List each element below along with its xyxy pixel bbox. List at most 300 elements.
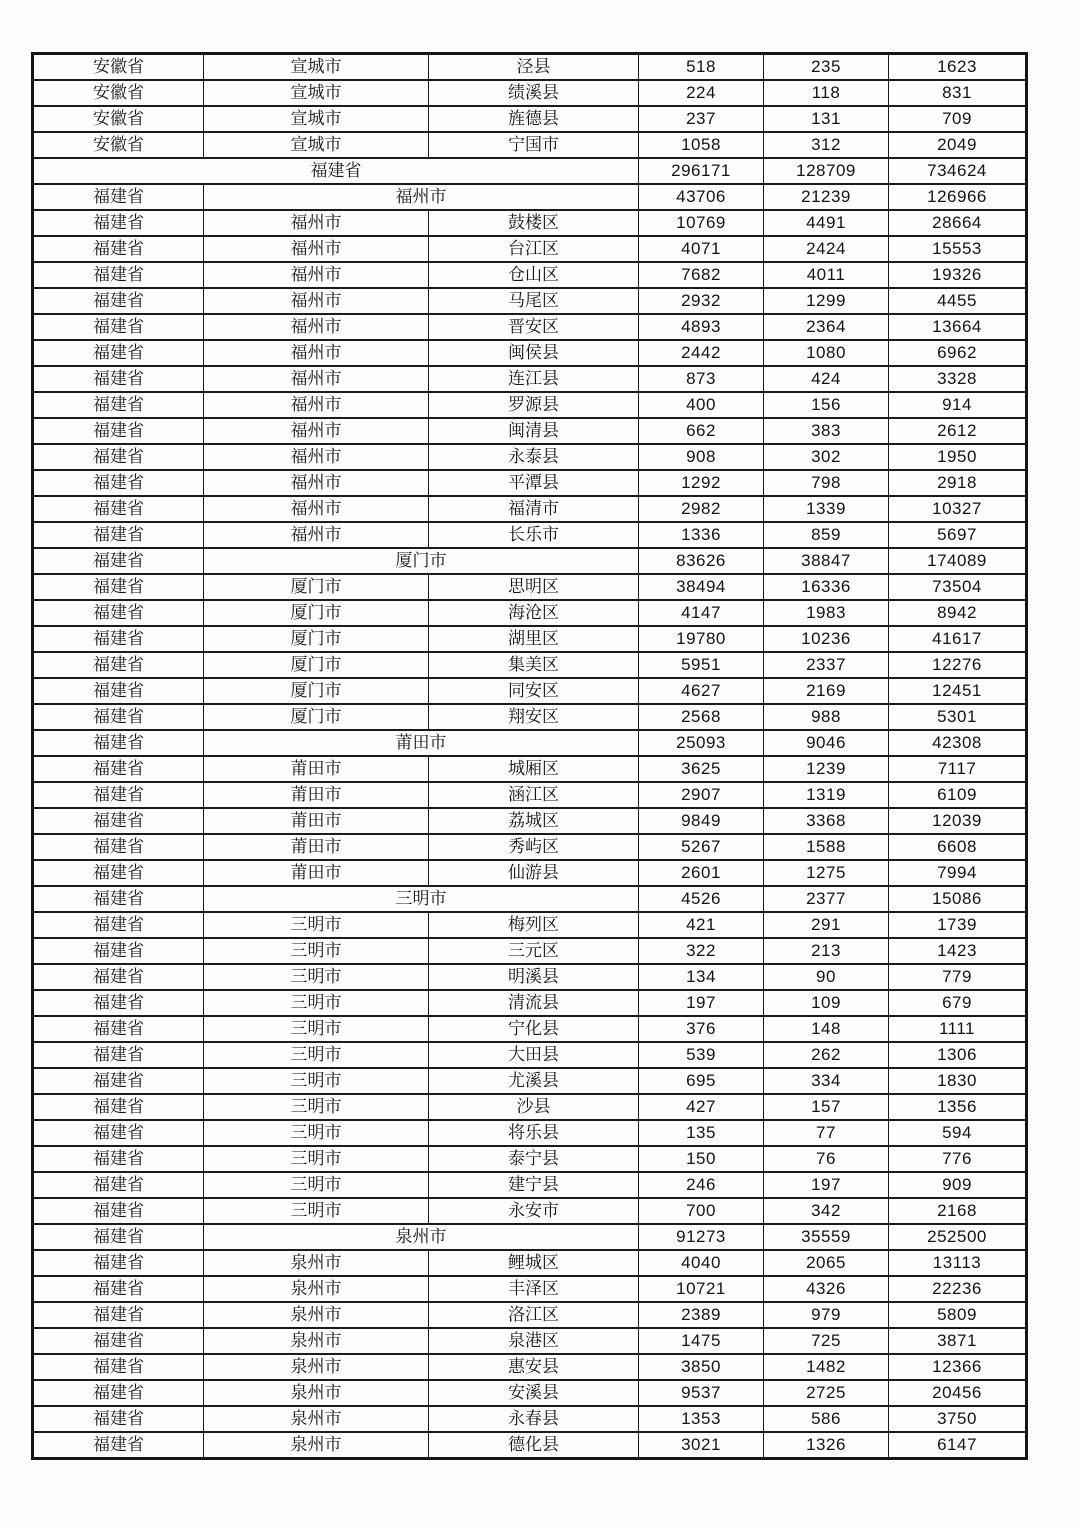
cell-value: 1423 [889, 938, 1027, 964]
cell-value: 128709 [764, 158, 889, 184]
cell-province: 福建省 [33, 314, 204, 340]
cell-value: 859 [764, 522, 889, 548]
cell-province: 福建省 [33, 964, 204, 990]
cell-province: 福建省 [33, 496, 204, 522]
cell-value: 2169 [764, 678, 889, 704]
cell-county: 闽清县 [429, 418, 639, 444]
cell-value: 2424 [764, 236, 889, 262]
cell-county: 洛江区 [429, 1302, 639, 1328]
cell-value: 709 [889, 106, 1027, 132]
cell-value: 213 [764, 938, 889, 964]
cell-county: 长乐市 [429, 522, 639, 548]
cell-province: 福建省 [33, 834, 204, 860]
table-row [33, 1328, 1027, 1354]
cell-province: 福建省 [33, 262, 204, 288]
cell-value: 3021 [639, 1432, 764, 1459]
cell-county: 荔城区 [429, 808, 639, 834]
cell-province: 福建省 [33, 392, 204, 418]
cell-city: 宣城市 [204, 54, 429, 81]
cell-city: 泉州市 [204, 1406, 429, 1432]
cell-value: 76 [764, 1146, 889, 1172]
city-summary-row [33, 548, 1027, 574]
cell-value: 1339 [764, 496, 889, 522]
cell-value: 7682 [639, 262, 764, 288]
cell-value: 342 [764, 1198, 889, 1224]
cell-value: 1319 [764, 782, 889, 808]
cell-value: 1080 [764, 340, 889, 366]
table-row [33, 1120, 1027, 1146]
cell-value: 2568 [639, 704, 764, 730]
cell-county: 永春县 [429, 1406, 639, 1432]
cell-value: 539 [639, 1042, 764, 1068]
table-row [33, 132, 1027, 158]
cell-value: 6962 [889, 340, 1027, 366]
cell-value: 90 [764, 964, 889, 990]
table-row [33, 1302, 1027, 1328]
table-row [33, 262, 1027, 288]
cell-value: 4627 [639, 678, 764, 704]
cell-city: 福州市 [204, 418, 429, 444]
cell-province: 福建省 [33, 1068, 204, 1094]
cell-value: 312 [764, 132, 889, 158]
cell-value: 4040 [639, 1250, 764, 1276]
cell-value: 10327 [889, 496, 1027, 522]
cell-value: 700 [639, 1198, 764, 1224]
cell-province: 福建省 [33, 1172, 204, 1198]
cell-value: 400 [639, 392, 764, 418]
cell-city: 宣城市 [204, 132, 429, 158]
cell-value: 376 [639, 1016, 764, 1042]
cell-value: 28664 [889, 210, 1027, 236]
cell-value: 148 [764, 1016, 889, 1042]
cell-value: 2337 [764, 652, 889, 678]
cell-city: 福州市 [204, 262, 429, 288]
cell-county: 罗源县 [429, 392, 639, 418]
cell-city-summary: 泉州市 [204, 1224, 639, 1250]
cell-county: 惠安县 [429, 1354, 639, 1380]
cell-city: 福州市 [204, 496, 429, 522]
cell-value: 224 [639, 80, 764, 106]
cell-city: 三明市 [204, 1146, 429, 1172]
cell-city: 莆田市 [204, 834, 429, 860]
cell-county: 宁国市 [429, 132, 639, 158]
cell-province: 福建省 [33, 574, 204, 600]
cell-city: 福州市 [204, 470, 429, 496]
cell-value: 13113 [889, 1250, 1027, 1276]
cell-county: 绩溪县 [429, 80, 639, 106]
cell-value: 302 [764, 444, 889, 470]
cell-value: 135 [639, 1120, 764, 1146]
cell-province: 福建省 [33, 548, 204, 574]
cell-county: 丰泽区 [429, 1276, 639, 1302]
cell-city: 厦门市 [204, 600, 429, 626]
cell-county: 永安市 [429, 1198, 639, 1224]
cell-city: 泉州市 [204, 1302, 429, 1328]
cell-value: 1739 [889, 912, 1027, 938]
cell-province: 福建省 [33, 444, 204, 470]
cell-value: 979 [764, 1302, 889, 1328]
cell-city: 厦门市 [204, 574, 429, 600]
cell-value: 3871 [889, 1328, 1027, 1354]
cell-value: 3850 [639, 1354, 764, 1380]
cell-value: 725 [764, 1328, 889, 1354]
cell-value: 38494 [639, 574, 764, 600]
cell-county: 涵江区 [429, 782, 639, 808]
table-row [33, 1016, 1027, 1042]
cell-city: 宣城市 [204, 80, 429, 106]
cell-value: 118 [764, 80, 889, 106]
cell-value: 197 [639, 990, 764, 1016]
cell-value: 252500 [889, 1224, 1027, 1250]
cell-county: 明溪县 [429, 964, 639, 990]
cell-city: 泉州市 [204, 1380, 429, 1406]
cell-value: 1292 [639, 470, 764, 496]
cell-value: 235 [764, 54, 889, 81]
cell-value: 776 [889, 1146, 1027, 1172]
cell-province: 福建省 [33, 756, 204, 782]
cell-value: 7994 [889, 860, 1027, 886]
cell-city: 三明市 [204, 964, 429, 990]
cell-county: 湖里区 [429, 626, 639, 652]
cell-province: 福建省 [33, 470, 204, 496]
cell-county: 同安区 [429, 678, 639, 704]
table-row [33, 1172, 1027, 1198]
cell-county: 闽侯县 [429, 340, 639, 366]
cell-value: 2612 [889, 418, 1027, 444]
cell-value: 421 [639, 912, 764, 938]
cell-county: 翔安区 [429, 704, 639, 730]
cell-value: 4011 [764, 262, 889, 288]
cell-value: 10769 [639, 210, 764, 236]
cell-value: 798 [764, 470, 889, 496]
cell-city-summary: 福州市 [204, 184, 639, 210]
cell-province: 福建省 [33, 340, 204, 366]
cell-province: 福建省 [33, 236, 204, 262]
cell-county: 思明区 [429, 574, 639, 600]
cell-province: 福建省 [33, 782, 204, 808]
cell-city: 泉州市 [204, 1250, 429, 1276]
cell-value: 21239 [764, 184, 889, 210]
cell-value: 7117 [889, 756, 1027, 782]
cell-value: 5301 [889, 704, 1027, 730]
cell-province: 安徽省 [33, 106, 204, 132]
cell-value: 150 [639, 1146, 764, 1172]
cell-value: 12276 [889, 652, 1027, 678]
cell-value: 9849 [639, 808, 764, 834]
cell-value: 42308 [889, 730, 1027, 756]
cell-city: 三明市 [204, 990, 429, 1016]
table-row [33, 496, 1027, 522]
table-row [33, 54, 1027, 81]
cell-county: 集美区 [429, 652, 639, 678]
cell-value: 3368 [764, 808, 889, 834]
city-summary-row [33, 886, 1027, 912]
cell-province: 福建省 [33, 1432, 204, 1459]
table-row [33, 1094, 1027, 1120]
cell-province: 安徽省 [33, 80, 204, 106]
cell-value: 4893 [639, 314, 764, 340]
table-row [33, 1042, 1027, 1068]
cell-value: 1306 [889, 1042, 1027, 1068]
cell-value: 83626 [639, 548, 764, 574]
table-row [33, 600, 1027, 626]
cell-county: 仓山区 [429, 262, 639, 288]
cell-county: 鼓楼区 [429, 210, 639, 236]
cell-value: 734624 [889, 158, 1027, 184]
cell-city: 莆田市 [204, 808, 429, 834]
table-row [33, 288, 1027, 314]
cell-value: 427 [639, 1094, 764, 1120]
table-body [33, 54, 1027, 1459]
table-row [33, 756, 1027, 782]
cell-value: 197 [764, 1172, 889, 1198]
cell-city: 三明市 [204, 1198, 429, 1224]
cell-city: 厦门市 [204, 678, 429, 704]
cell-city: 三明市 [204, 1068, 429, 1094]
cell-value: 157 [764, 1094, 889, 1120]
cell-value: 5951 [639, 652, 764, 678]
table-row [33, 1354, 1027, 1380]
cell-province: 福建省 [33, 522, 204, 548]
cell-value: 4491 [764, 210, 889, 236]
cell-province: 福建省 [33, 808, 204, 834]
cell-value: 3625 [639, 756, 764, 782]
cell-city: 福州市 [204, 314, 429, 340]
cell-province: 福建省 [33, 1198, 204, 1224]
cell-county: 大田县 [429, 1042, 639, 1068]
cell-value: 73504 [889, 574, 1027, 600]
cell-value: 15086 [889, 886, 1027, 912]
cell-county: 平潭县 [429, 470, 639, 496]
table-row [33, 1250, 1027, 1276]
city-summary-row [33, 1224, 1027, 1250]
cell-value: 1326 [764, 1432, 889, 1459]
cell-value: 1475 [639, 1328, 764, 1354]
cell-value: 1623 [889, 54, 1027, 81]
cell-value: 679 [889, 990, 1027, 1016]
table-row [33, 652, 1027, 678]
cell-province: 福建省 [33, 938, 204, 964]
table-row [33, 1198, 1027, 1224]
cell-value: 156 [764, 392, 889, 418]
cell-city: 福州市 [204, 444, 429, 470]
cell-province: 福建省 [33, 1276, 204, 1302]
cell-province: 福建省 [33, 1354, 204, 1380]
table-row [33, 964, 1027, 990]
table-row [33, 392, 1027, 418]
cell-city: 厦门市 [204, 652, 429, 678]
cell-value: 3750 [889, 1406, 1027, 1432]
cell-county: 将乐县 [429, 1120, 639, 1146]
cell-value: 2601 [639, 860, 764, 886]
cell-city: 三明市 [204, 912, 429, 938]
table-row [33, 340, 1027, 366]
cell-value: 77 [764, 1120, 889, 1146]
cell-province: 福建省 [33, 1250, 204, 1276]
cell-value: 246 [639, 1172, 764, 1198]
cell-city: 福州市 [204, 210, 429, 236]
cell-value: 2168 [889, 1198, 1027, 1224]
cell-city: 泉州市 [204, 1432, 429, 1459]
cell-city: 三明市 [204, 1094, 429, 1120]
cell-value: 322 [639, 938, 764, 964]
cell-province: 福建省 [33, 210, 204, 236]
cell-county: 鲤城区 [429, 1250, 639, 1276]
cell-value: 1353 [639, 1406, 764, 1432]
table-row [33, 808, 1027, 834]
table-row [33, 522, 1027, 548]
cell-value: 586 [764, 1406, 889, 1432]
cell-county: 安溪县 [429, 1380, 639, 1406]
cell-value: 9046 [764, 730, 889, 756]
cell-city: 福州市 [204, 392, 429, 418]
table-row [33, 1146, 1027, 1172]
cell-city: 福州市 [204, 236, 429, 262]
cell-county: 仙游县 [429, 860, 639, 886]
cell-province: 安徽省 [33, 54, 204, 81]
cell-value: 1830 [889, 1068, 1027, 1094]
table-row [33, 782, 1027, 808]
cell-city: 莆田市 [204, 756, 429, 782]
cell-county: 连江县 [429, 366, 639, 392]
cell-value: 109 [764, 990, 889, 1016]
cell-province: 福建省 [33, 886, 204, 912]
cell-value: 6608 [889, 834, 1027, 860]
cell-value: 4455 [889, 288, 1027, 314]
cell-value: 6147 [889, 1432, 1027, 1459]
cell-value: 9537 [639, 1380, 764, 1406]
cell-value: 695 [639, 1068, 764, 1094]
cell-value: 594 [889, 1120, 1027, 1146]
table-row [33, 1380, 1027, 1406]
cell-city: 福州市 [204, 522, 429, 548]
cell-county: 沙县 [429, 1094, 639, 1120]
table-row [33, 704, 1027, 730]
cell-value: 334 [764, 1068, 889, 1094]
cell-province: 福建省 [33, 600, 204, 626]
cell-city-summary: 三明市 [204, 886, 639, 912]
cell-value: 13664 [889, 314, 1027, 340]
cell-value: 2389 [639, 1302, 764, 1328]
table-row [33, 366, 1027, 392]
table-row [33, 1432, 1027, 1459]
table-row [33, 574, 1027, 600]
cell-value: 779 [889, 964, 1027, 990]
cell-county: 尤溪县 [429, 1068, 639, 1094]
cell-province: 福建省 [33, 990, 204, 1016]
table-row [33, 938, 1027, 964]
cell-value: 4526 [639, 886, 764, 912]
cell-county: 梅列区 [429, 912, 639, 938]
cell-value: 19326 [889, 262, 1027, 288]
table-row [33, 106, 1027, 132]
table-row [33, 834, 1027, 860]
cell-province: 福建省 [33, 860, 204, 886]
cell-city: 莆田市 [204, 782, 429, 808]
cell-province: 福建省 [33, 626, 204, 652]
cell-county: 秀屿区 [429, 834, 639, 860]
cell-value: 12366 [889, 1354, 1027, 1380]
cell-city: 福州市 [204, 366, 429, 392]
cell-value: 91273 [639, 1224, 764, 1250]
cell-value: 15553 [889, 236, 1027, 262]
cell-city: 福州市 [204, 340, 429, 366]
table-row [33, 1406, 1027, 1432]
cell-value: 2065 [764, 1250, 889, 1276]
cell-value: 1299 [764, 288, 889, 314]
table-row [33, 1068, 1027, 1094]
cell-value: 1275 [764, 860, 889, 886]
cell-value: 1588 [764, 834, 889, 860]
cell-province: 福建省 [33, 1094, 204, 1120]
cell-province: 福建省 [33, 1016, 204, 1042]
cell-value: 8942 [889, 600, 1027, 626]
cell-value: 873 [639, 366, 764, 392]
cell-value: 909 [889, 1172, 1027, 1198]
cell-value: 1482 [764, 1354, 889, 1380]
cell-value: 1239 [764, 756, 889, 782]
cell-province: 福建省 [33, 1224, 204, 1250]
cell-province: 福建省 [33, 704, 204, 730]
cell-value: 16336 [764, 574, 889, 600]
cell-value: 43706 [639, 184, 764, 210]
cell-province: 福建省 [33, 912, 204, 938]
cell-value: 6109 [889, 782, 1027, 808]
table-row [33, 912, 1027, 938]
cell-value: 3328 [889, 366, 1027, 392]
cell-value: 662 [639, 418, 764, 444]
cell-province: 福建省 [33, 1302, 204, 1328]
cell-value: 41617 [889, 626, 1027, 652]
cell-value: 10236 [764, 626, 889, 652]
admin-division-statistics-table [31, 52, 1028, 1460]
cell-value: 518 [639, 54, 764, 81]
cell-value: 2932 [639, 288, 764, 314]
cell-city: 宣城市 [204, 106, 429, 132]
cell-value: 2364 [764, 314, 889, 340]
cell-county: 旌德县 [429, 106, 639, 132]
cell-county: 德化县 [429, 1432, 639, 1459]
cell-county: 海沧区 [429, 600, 639, 626]
cell-value: 38847 [764, 548, 889, 574]
province-summary-row [33, 158, 1027, 184]
cell-county: 泉港区 [429, 1328, 639, 1354]
cell-value: 35559 [764, 1224, 889, 1250]
cell-province: 福建省 [33, 678, 204, 704]
cell-value: 12039 [889, 808, 1027, 834]
cell-value: 908 [639, 444, 764, 470]
cell-value: 831 [889, 80, 1027, 106]
cell-value: 1111 [889, 1016, 1027, 1042]
cell-value: 5267 [639, 834, 764, 860]
cell-county: 宁化县 [429, 1016, 639, 1042]
cell-city: 泉州市 [204, 1354, 429, 1380]
cell-province: 福建省 [33, 418, 204, 444]
cell-value: 126966 [889, 184, 1027, 210]
cell-city: 泉州市 [204, 1328, 429, 1354]
cell-value: 2907 [639, 782, 764, 808]
cell-value: 2377 [764, 886, 889, 912]
cell-value: 2442 [639, 340, 764, 366]
cell-value: 1983 [764, 600, 889, 626]
cell-value: 5809 [889, 1302, 1027, 1328]
cell-province: 福建省 [33, 652, 204, 678]
table-row [33, 678, 1027, 704]
table-row [33, 444, 1027, 470]
cell-value: 291 [764, 912, 889, 938]
table-row [33, 990, 1027, 1016]
cell-province: 福建省 [33, 1146, 204, 1172]
